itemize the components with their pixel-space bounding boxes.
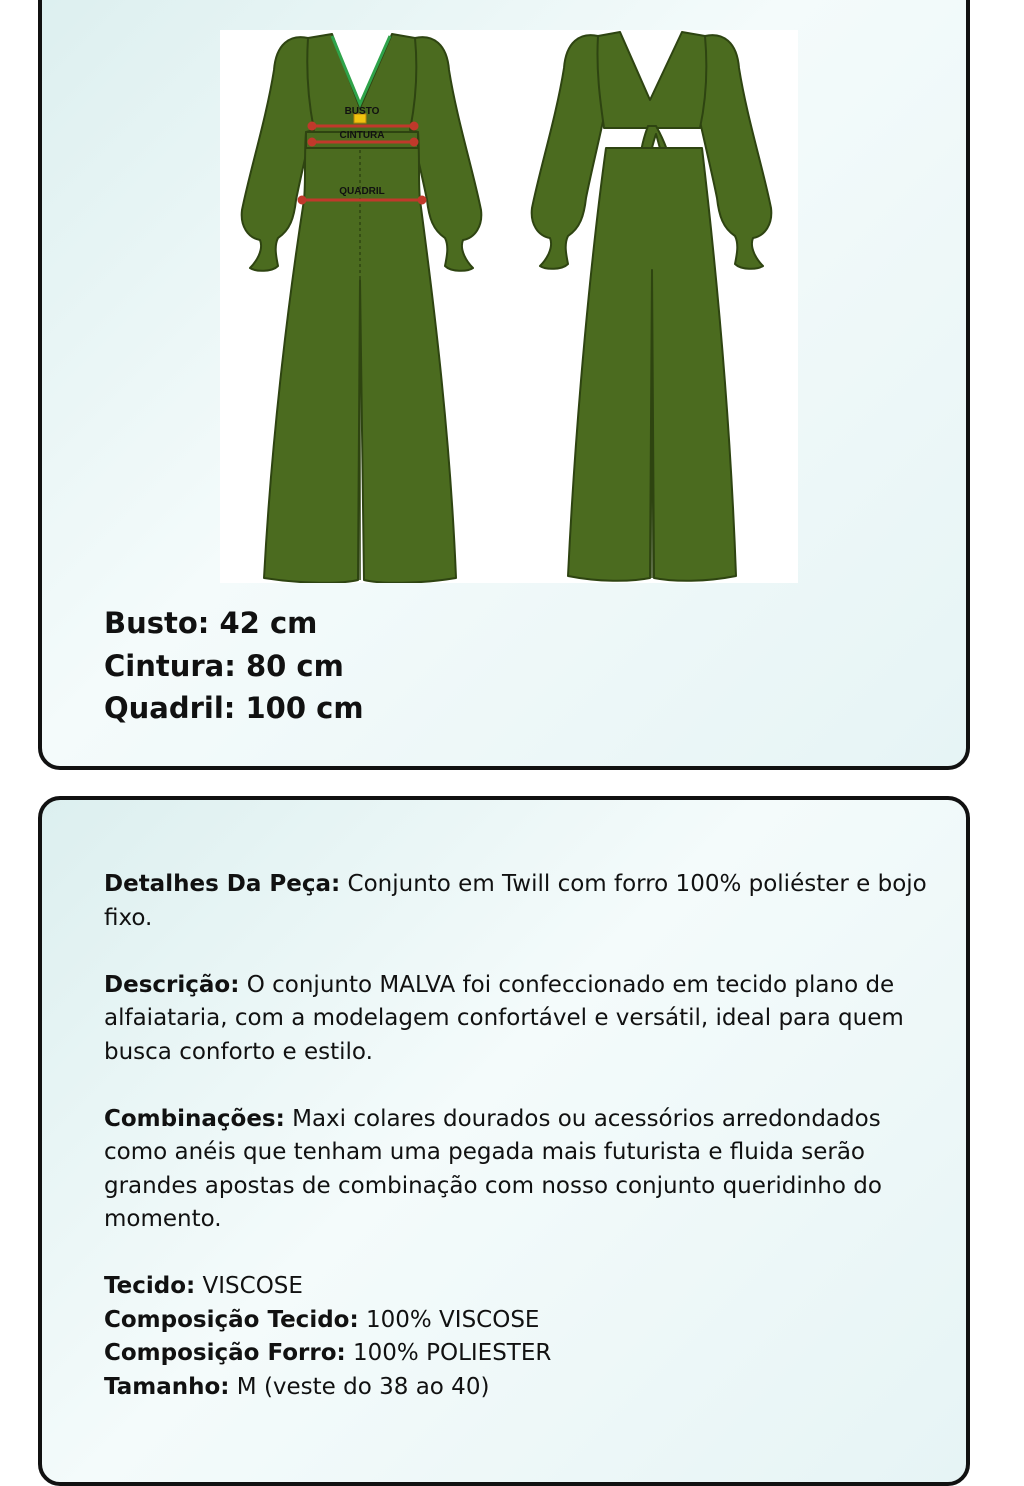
product-details [104,868,944,1404]
hip-measurement: Quadril: 100 cm [104,691,364,725]
waist-measurement: Cintura: 80 cm [104,648,344,683]
measurements-list [104,602,364,730]
measurements-card [38,0,970,770]
fabric: Tecido: VISCOSE [104,1273,303,1299]
piece-details: Detalhes Da Peça: Conjunto em Twill com forro 100% poliéster e bojo fixo. [104,871,927,931]
combinations: Combinações: Maxi colares dourados ou acessórios arredondados como anéis que tenham uma pegada mais futurista e fluida serão grandes apostas de combinação com nosso conjunto queridinho do momento. [104,1105,882,1232]
bust-label: BUSTO [344,106,380,117]
fabric-composition: Composição Tecido: 100% VISCOSE [104,1306,540,1333]
lining-composition: Composição Forro: 100% POLIESTER [104,1340,552,1366]
bust-measurement: Busto: 42 cm [104,606,318,640]
size: Tamanho: M (veste do 38 ao 40) [104,1373,490,1400]
product-details-card [38,796,970,1486]
description: Descrição: O conjunto MALVA foi confeccionado em tecido plano de alfaiataria, com a modelagem confortável e versátil, ideal para quem busca conforto e estilo. [104,971,904,1065]
garment-technical-drawing [220,30,798,583]
waist-label: CINTURA [339,130,385,141]
hip-label: QUADRIL [339,186,385,197]
